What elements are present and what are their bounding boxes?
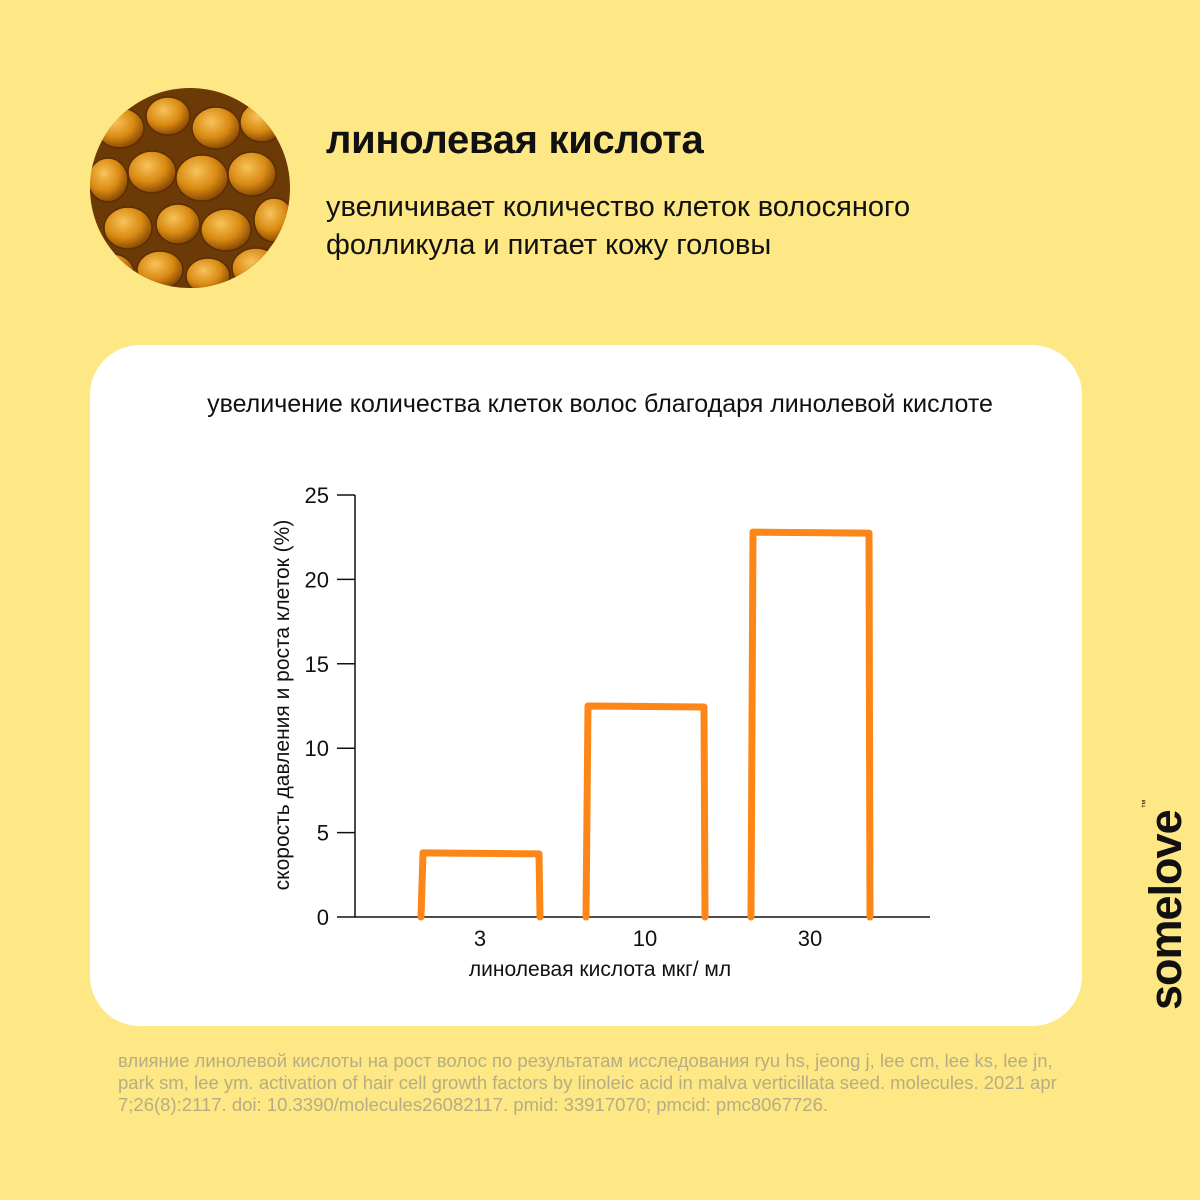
y-tick-label: 25 [304, 483, 329, 508]
y-tick-label: 15 [304, 651, 329, 677]
x-tick-label: 30 [797, 926, 823, 951]
y-tick-label: 10 [304, 736, 329, 762]
x-axis-label: линолевая кислота мкг/ мл [468, 958, 732, 981]
page-title: линолевая кислота [326, 118, 704, 162]
y-tick-label: 20 [304, 567, 329, 593]
bar [421, 853, 540, 917]
brand-logo [1140, 800, 1192, 1010]
y-tick-label: 5 [316, 820, 329, 846]
source-footnote: влияние линолевой кислоты на рост волос по результатам исследования ryu hs, jeong j, lee cm, lee ks, lee jn, park sm, lee ym. activation of hair cell growth factors by linoleic acid in malva verticillata seed. molecules. 2021 apr 7;26(8):2117. doi: 10.3390/molecules26082117. pmid: 33917070; pmcid: pmc8067726. [118, 1050, 1057, 1115]
y-tick-label: 0 [316, 905, 329, 930]
bar [586, 706, 705, 917]
bar [751, 532, 870, 917]
brand-name: somelove [1140, 810, 1191, 1010]
trademark-mark: ™ [1140, 800, 1150, 809]
x-tick-label: 10 [632, 926, 658, 951]
chart-title: увеличение количества клеток волос благодаря линолевой кислоте [207, 390, 993, 418]
page-subtitle: увеличивает количество клеток волосяного фолликула и питает кожу головы [326, 191, 911, 261]
y-axis-label: скорость давления и роста клеток (%) [271, 519, 294, 891]
x-tick-label: 3 [473, 926, 487, 951]
